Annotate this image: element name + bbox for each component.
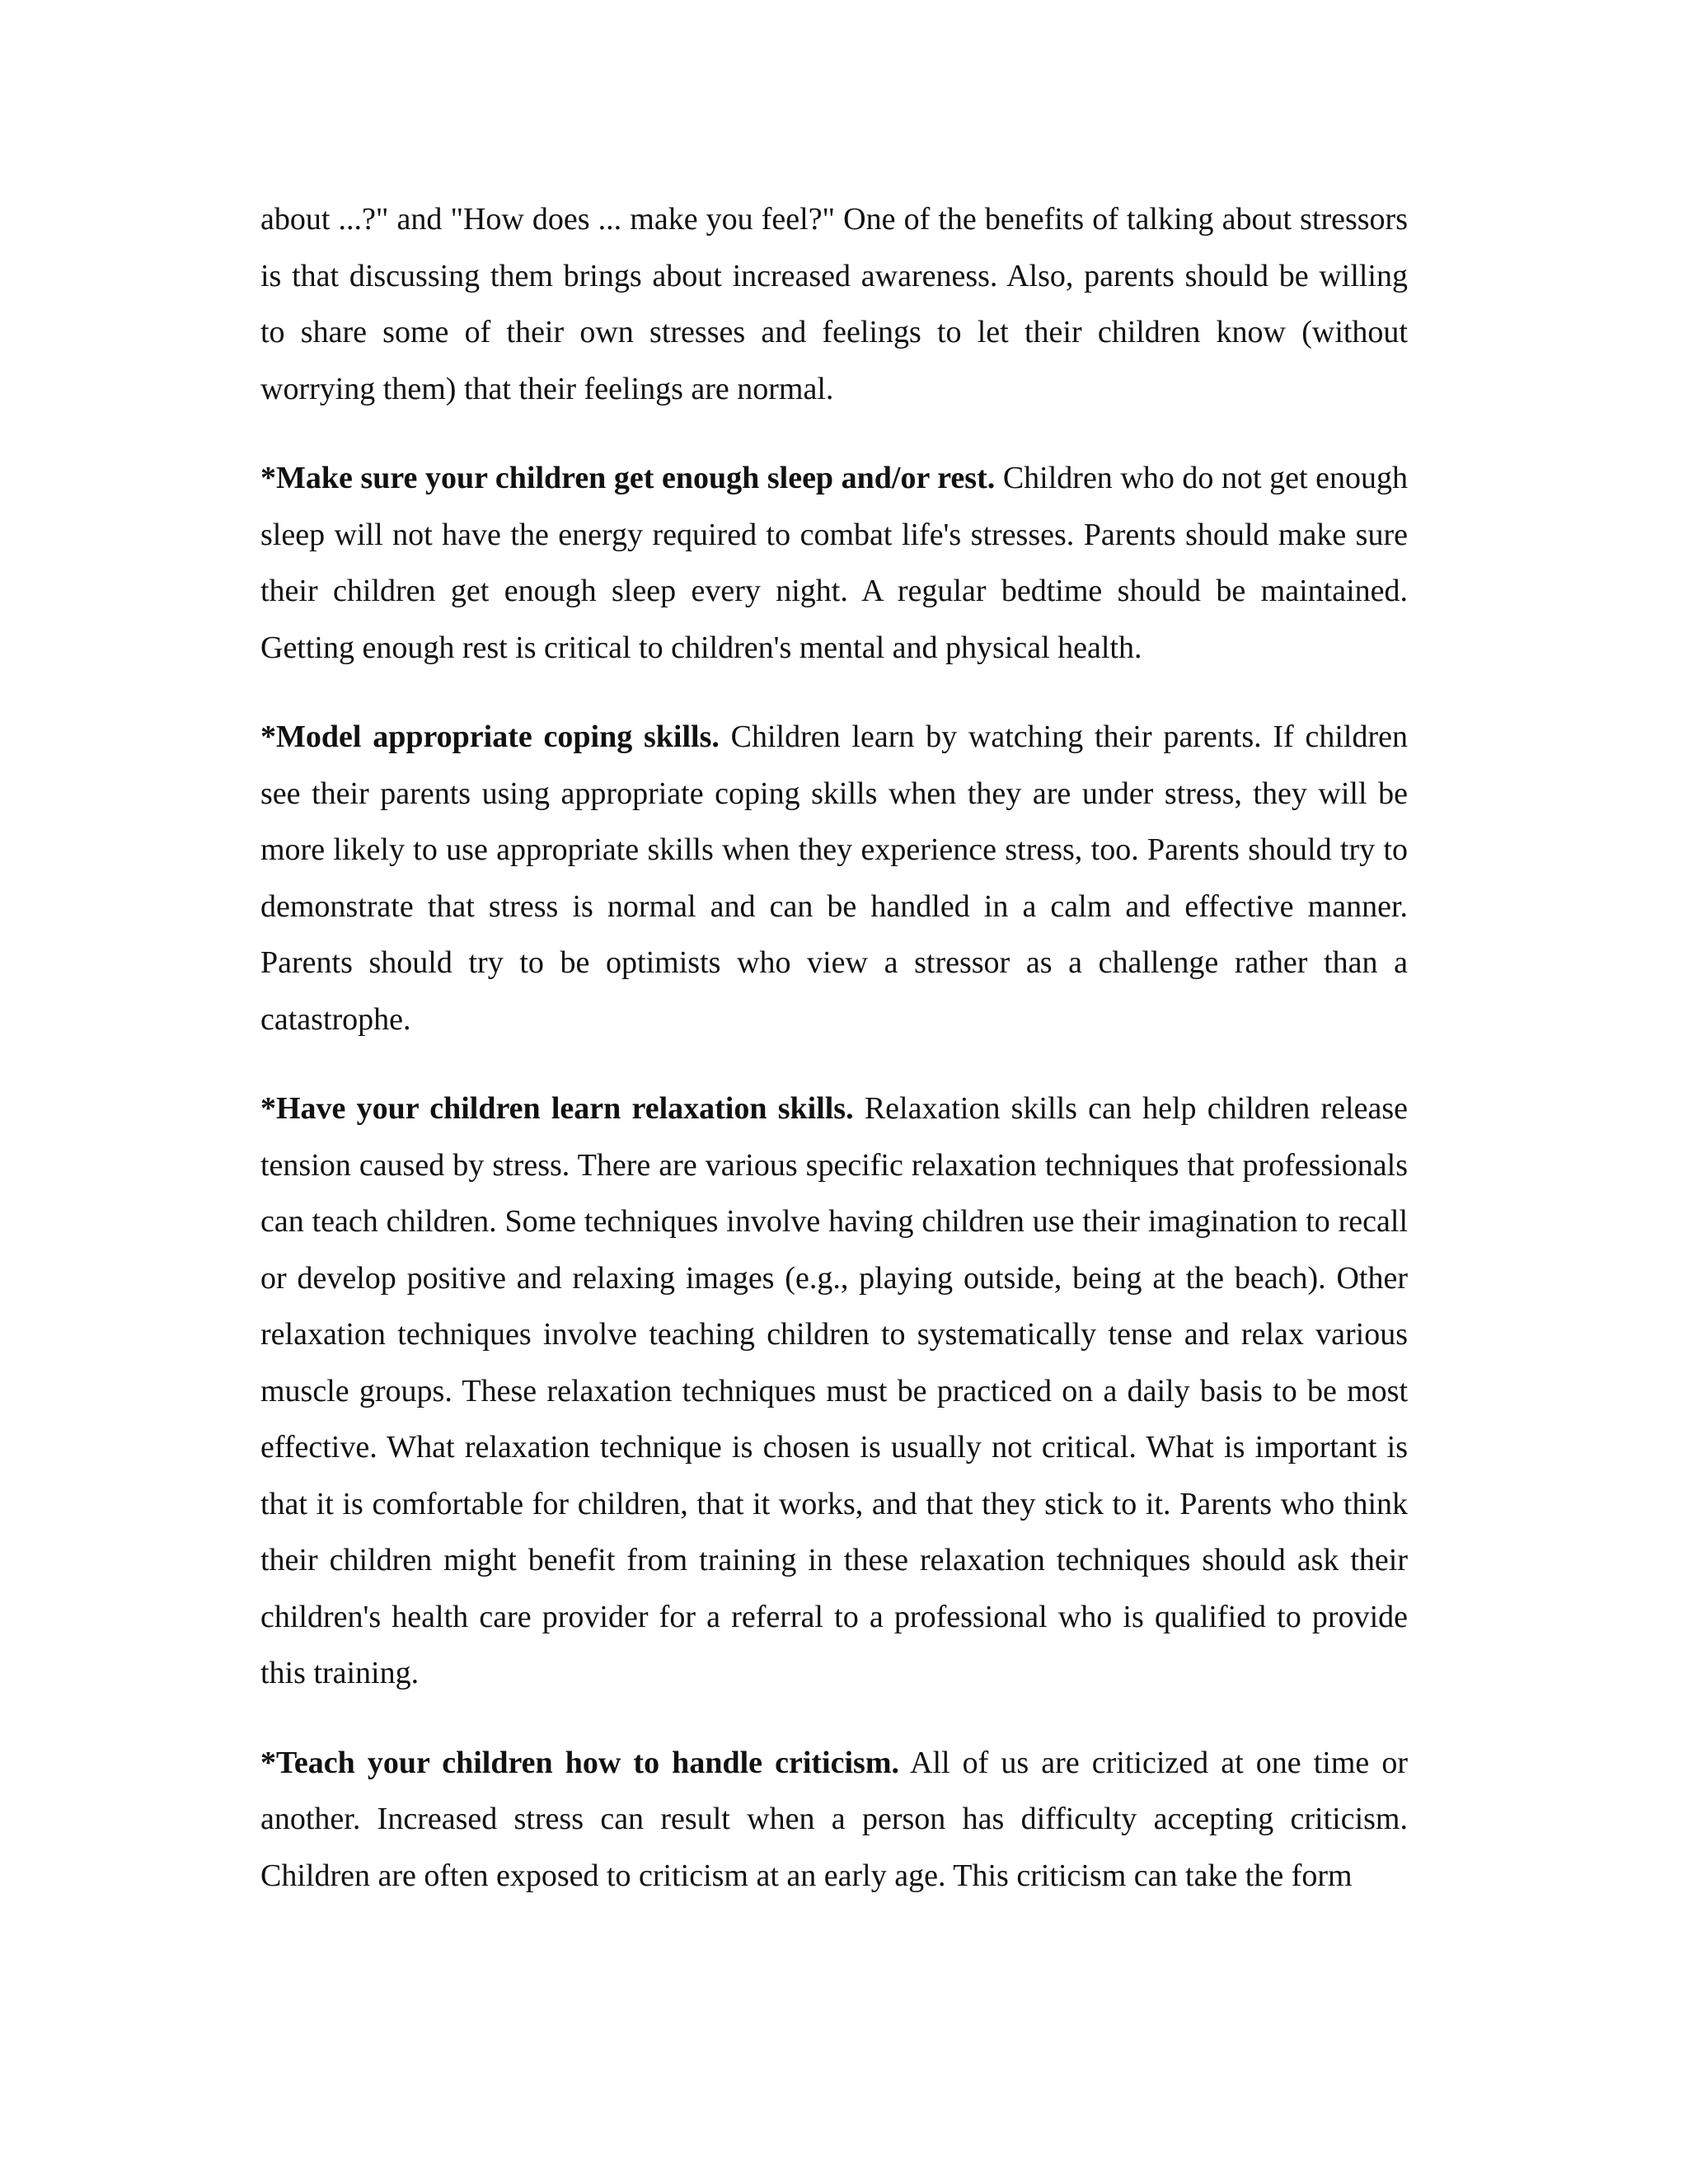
paragraph-handle-criticism: [260, 1735, 1408, 1905]
paragraph-text: Relaxation skills can help children release tension caused by stress. There are various specific relaxation techniques that professionals can teach children. Some techniques involve having children use their imagination to recall or develop positive and relaxing images (e.g., playing outside, being at the beach). Other relaxation techniques involve teaching children to systematically tense and relax various muscle groups. These relaxation techniques must be practiced on a daily basis to be most effective. What relaxation technique is chosen is usually not critical. What is important is that it is comfortable for children, that it works, and that they stick to it. Parents who think their children might benefit from training in these relaxation techniques should ask their children's health care provider for a referral to a professional who is qualified to provide this training.: [260, 1091, 1408, 1690]
paragraph-talking-about-stressors: [260, 191, 1408, 417]
paragraph-sleep-and-rest: [260, 450, 1408, 676]
paragraph-text: Children learn by watching their parents. If children see their parents using appropriate coping skills when they are under stress, they will be more likely to use appropriate skills when they experience stress, too. Parents should try to demonstrate that stress is normal and can be handled in a calm and effective manner. Parents should try to be optimists who view a stressor as a challenge rather than a catastrophe.: [260, 719, 1408, 1037]
paragraph-relaxation-skills: [260, 1080, 1408, 1702]
paragraph-text: All of us are criticized at one time or another. Increased stress can result when a person has difficulty accepting criticism. Children are often exposed to criticism at an early age. This criticism can take the form: [260, 1745, 1409, 1893]
document-body: [260, 191, 1408, 1937]
paragraph-heading: *Teach your children how to handle criticism.: [260, 1745, 899, 1780]
paragraph-text: about ...?" and "How does ... make you feel?" One of the benefits of talking about stressors is that discussing them brings about increased awareness. Also, parents should be willing to share some of their own stresses and feelings to let their children know (without worrying them) that their feelings are normal.: [260, 202, 1408, 406]
paragraph-heading: *Have your children learn relaxation skills.: [260, 1091, 854, 1126]
paragraph-heading: *Model appropriate coping skills.: [260, 719, 720, 754]
paragraph-heading: *Make sure your children get enough sleep and/or rest.: [260, 461, 996, 495]
paragraph-model-coping-skills: [260, 709, 1408, 1047]
paragraph-text: Children who do not get enough sleep will not have the energy required to combat life's stresses. Parents should make sure their children get enough sleep every night. A regular bedtime should be maintained. Getting enough rest is critical to children's mental and physical health.: [260, 461, 1409, 665]
